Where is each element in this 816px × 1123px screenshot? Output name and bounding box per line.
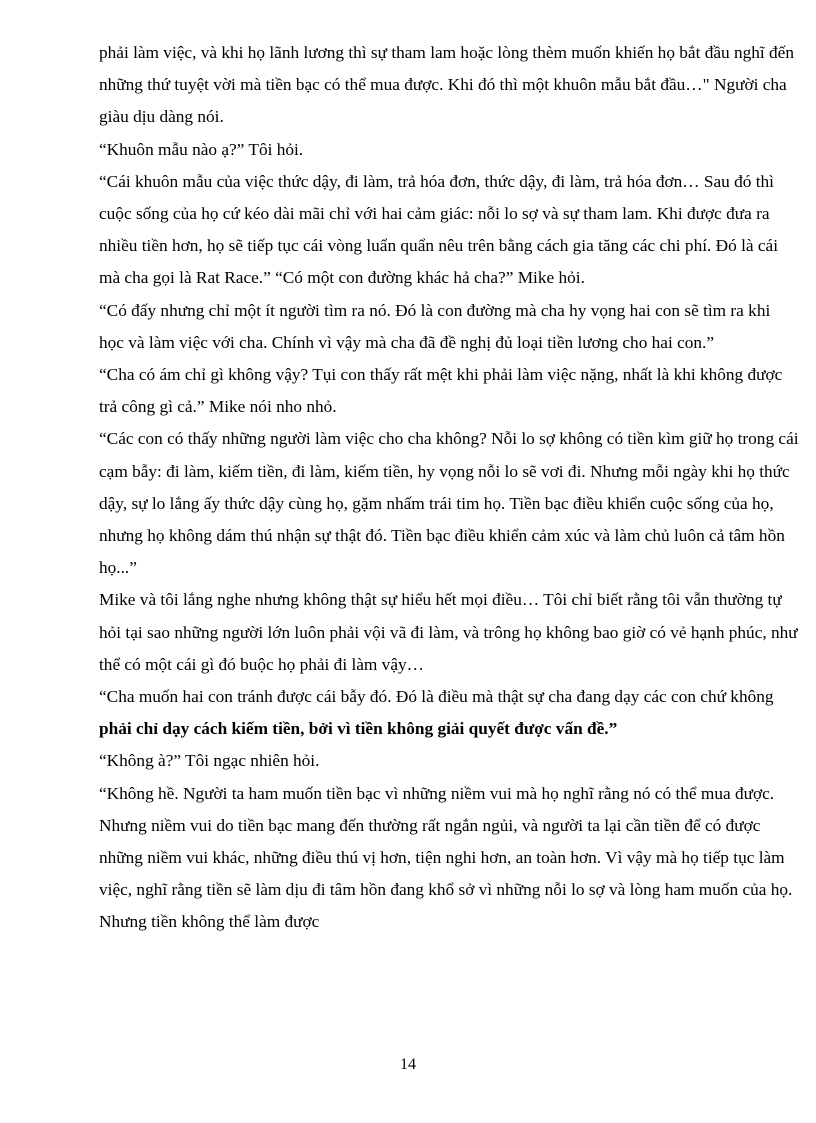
page-number: 14 bbox=[400, 1056, 416, 1073]
paragraph-regular-text: “Cha muốn hai con tránh được cái bẫy đó. Đó là điều mà thật sự cha đang dạy các con chứ không bbox=[99, 687, 774, 707]
paragraph: “Cha có ám chỉ gì không vậy? Tụi con thấy rất mệt khi phải làm việc nặng, nhất là khi không được trả công gì cả.” Mike nói nho nhỏ. bbox=[99, 365, 783, 417]
paragraph: “Các con có thấy những người làm việc cho cha không? Nỗi lo sợ không có tiền kìm giữ họ trong cái cạm bẫy: đi làm, kiếm tiền, đi làm, kiếm tiền, hy vọng nỗi lo sẽ vơi đi. Nhưng mỗi ngày khi họ thức dậy, sự lo lắng ấy thức dậy cùng họ, gặm nhấm trái tim họ. Tiền bạc điều khiển cuộc sống của họ, nhưng họ không dám thú nhận sự thật đó. Tiền bạc điều khiển cảm xúc và làm chủ luôn cả tâm hồn họ...” bbox=[99, 429, 799, 578]
paragraph-bold-text: phải chỉ dạy cách kiếm tiền, bởi vì tiền không giải quyết được vấn đề.” bbox=[99, 719, 618, 739]
paragraph: “Khuôn mẫu nào ạ?” Tôi hỏi. bbox=[99, 139, 304, 159]
paragraph: “Cái khuôn mẫu của việc thức dậy, đi làm, trả hóa đơn, thức dậy, đi làm, trả hóa đơn… Sau đó thì cuộc sống của họ cứ kéo dài mãi chỉ với hai cảm giác: nỗi lo sợ và sự tham lam. Khi được đưa ra nhiều tiền hơn, họ sẽ tiếp tục cái vòng luẩn quẩn nêu trên bằng cách gia tăng các chi phí. Đó là cái mà cha gọi là Rat Race.” “Có một con đường khác hả cha?” Mike hỏi. bbox=[99, 171, 779, 288]
paragraph: phải làm việc, và khi họ lãnh lương thì sự tham lam hoặc lòng thèm muốn khiến họ bắt đầu nghĩ đến những thứ tuyệt vời mà tiền bạc có thể mua được. Khi đó thì một khuôn mẫu bắt đầu…" Người cha giàu dịu dàng nói. bbox=[99, 43, 794, 127]
document-body bbox=[99, 37, 799, 939]
paragraph: “Không hề. Người ta ham muốn tiền bạc vì những niềm vui mà họ nghĩ rằng nó có thể mua được. Nhưng niềm vui do tiền bạc mang đến thường rất ngắn ngủi, và người ta lại cần tiền để có được những niềm vui khác, những điều thú vị hơn, tiện nghi hơn, an toàn hơn. Vì vậy mà họ tiếp tục làm việc, nghĩ rằng tiền sẽ làm dịu đi tâm hồn đang khổ sở vì những nỗi lo sợ và lòng ham muốn của họ. Nhưng tiền không thể làm được bbox=[99, 783, 793, 932]
paragraph: “Không à?” Tôi ngạc nhiên hỏi. bbox=[99, 751, 320, 771]
paragraph: “Có đấy nhưng chỉ một ít người tìm ra nó. Đó là con đường mà cha hy vọng hai con sẽ tìm ra khi học và làm việc với cha. Chính vì vậy mà cha đã đề nghị đủ loại tiền lương cho hai con.” bbox=[99, 300, 771, 352]
paragraph: Mike và tôi lắng nghe nhưng không thật sự hiểu hết mọi điều… Tôi chỉ biết rằng tôi vẫn thường tự hỏi tại sao những người lớn luôn phải vội vã đi làm, và trông họ không bao giờ có vẻ hạnh phúc, như thể có một cái gì đó buộc họ phải đi làm vậy… bbox=[99, 590, 798, 674]
paragraph bbox=[99, 681, 799, 745]
